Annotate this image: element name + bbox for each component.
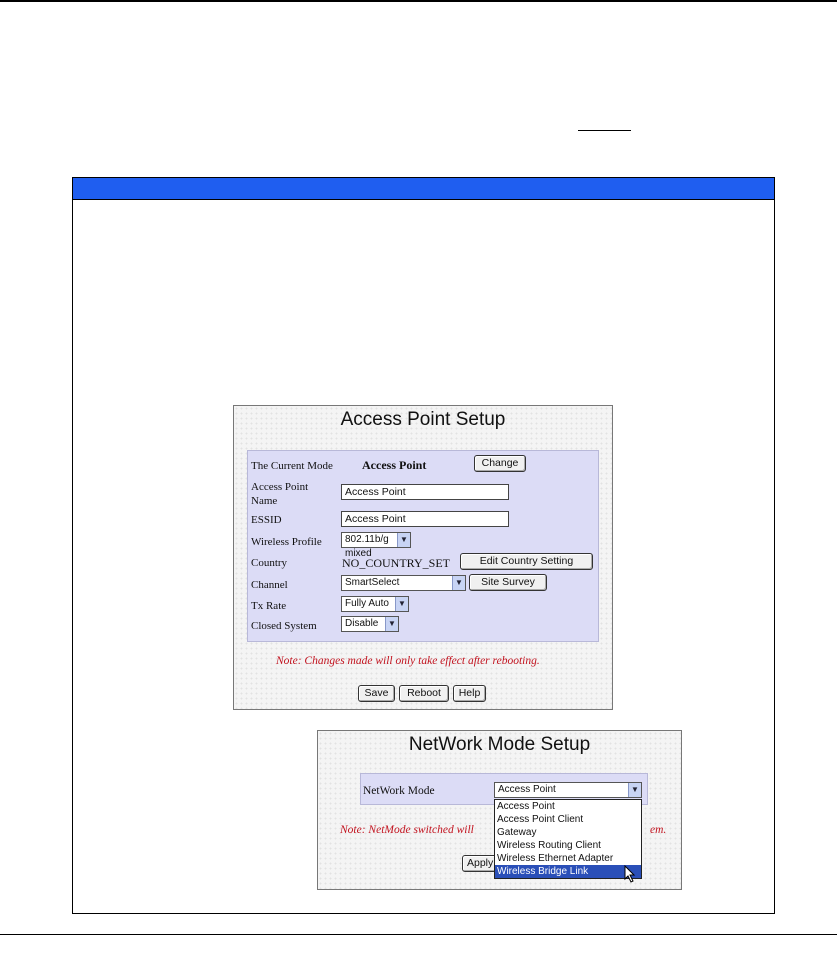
network-mode-setup-window xyxy=(317,730,682,890)
dropdown-option-wireless-routing-client[interactable]: Wireless Routing Client xyxy=(497,840,601,851)
tx-rate-label: Tx Rate xyxy=(251,600,287,612)
site-survey-button[interactable]: Site Survey xyxy=(469,574,547,591)
nm-setup-title: NetWork Mode Setup xyxy=(408,734,591,755)
dropdown-option-access-point-client[interactable]: Access Point Client xyxy=(497,814,584,825)
underline-mark xyxy=(578,130,631,131)
network-mode-label: NetWork Mode xyxy=(363,785,435,797)
essid-label: ESSID xyxy=(251,514,282,526)
current-mode-value: Access Point xyxy=(362,458,427,472)
apply-button[interactable]: Apply xyxy=(462,855,500,872)
tx-rate-select[interactable] xyxy=(341,596,409,612)
ap-name-label-line2: Name xyxy=(251,495,278,507)
dropdown-option-gateway[interactable]: Gateway xyxy=(497,827,537,838)
dropdown-option-wireless-bridge-link[interactable]: Wireless Bridge Link xyxy=(495,865,641,878)
country-value: NO_COUNTRY_SET xyxy=(342,556,451,570)
network-mode-select[interactable] xyxy=(494,782,642,798)
ap-setup-title: Access Point Setup xyxy=(340,409,506,430)
closed-system-label: Closed System xyxy=(251,620,317,632)
nm-note-right: em. xyxy=(650,824,667,836)
wireless-profile-label: Wireless Profile xyxy=(251,536,322,548)
mouse-pointer-icon xyxy=(624,865,638,883)
country-label: Country xyxy=(251,557,288,569)
edit-country-setting-button[interactable]: Edit Country Setting xyxy=(460,553,593,570)
wireless-profile-select[interactable] xyxy=(341,532,411,559)
dropdown-option-access-point[interactable]: Access Point xyxy=(497,801,555,812)
bottom-rule xyxy=(0,934,837,935)
reboot-button[interactable]: Reboot xyxy=(399,685,449,702)
closed-system-value: Disable xyxy=(345,618,379,629)
ap-name-label-line1: Access Point xyxy=(251,481,309,493)
change-button[interactable]: Change xyxy=(474,455,526,472)
channel-value: SmartSelect xyxy=(345,577,400,588)
tx-rate-value: Fully Auto xyxy=(345,598,389,609)
access-point-setup-window xyxy=(233,405,613,710)
nm-note-left: Note: NetMode switched will xyxy=(340,824,474,836)
closed-system-select[interactable] xyxy=(341,616,399,632)
chevron-down-icon: ▼ xyxy=(452,576,465,590)
ap-reboot-note: Note: Changes made will only take effect after rebooting. xyxy=(276,655,540,667)
network-mode-dropdown xyxy=(494,799,642,879)
ap-name-input[interactable]: Access Point xyxy=(341,484,509,500)
chevron-down-icon: ▼ xyxy=(385,617,398,631)
channel-label: Channel xyxy=(251,579,288,591)
essid-input[interactable]: Access Point xyxy=(341,511,509,527)
chevron-down-icon: ▼ xyxy=(628,783,641,797)
dropdown-option-wireless-ethernet-adapter[interactable]: Wireless Ethernet Adapter xyxy=(497,853,614,864)
wireless-profile-value: 802.11b/g mixed xyxy=(345,534,389,559)
chevron-down-icon: ▼ xyxy=(397,533,410,547)
frame-header-bar xyxy=(73,178,774,200)
channel-select[interactable] xyxy=(341,575,466,591)
save-button[interactable]: Save xyxy=(358,685,395,702)
chevron-down-icon: ▼ xyxy=(395,597,408,611)
network-mode-value: Access Point xyxy=(498,784,556,795)
help-button[interactable]: Help xyxy=(453,685,486,702)
current-mode-label: The Current Mode xyxy=(251,460,333,472)
top-rule xyxy=(0,0,837,2)
